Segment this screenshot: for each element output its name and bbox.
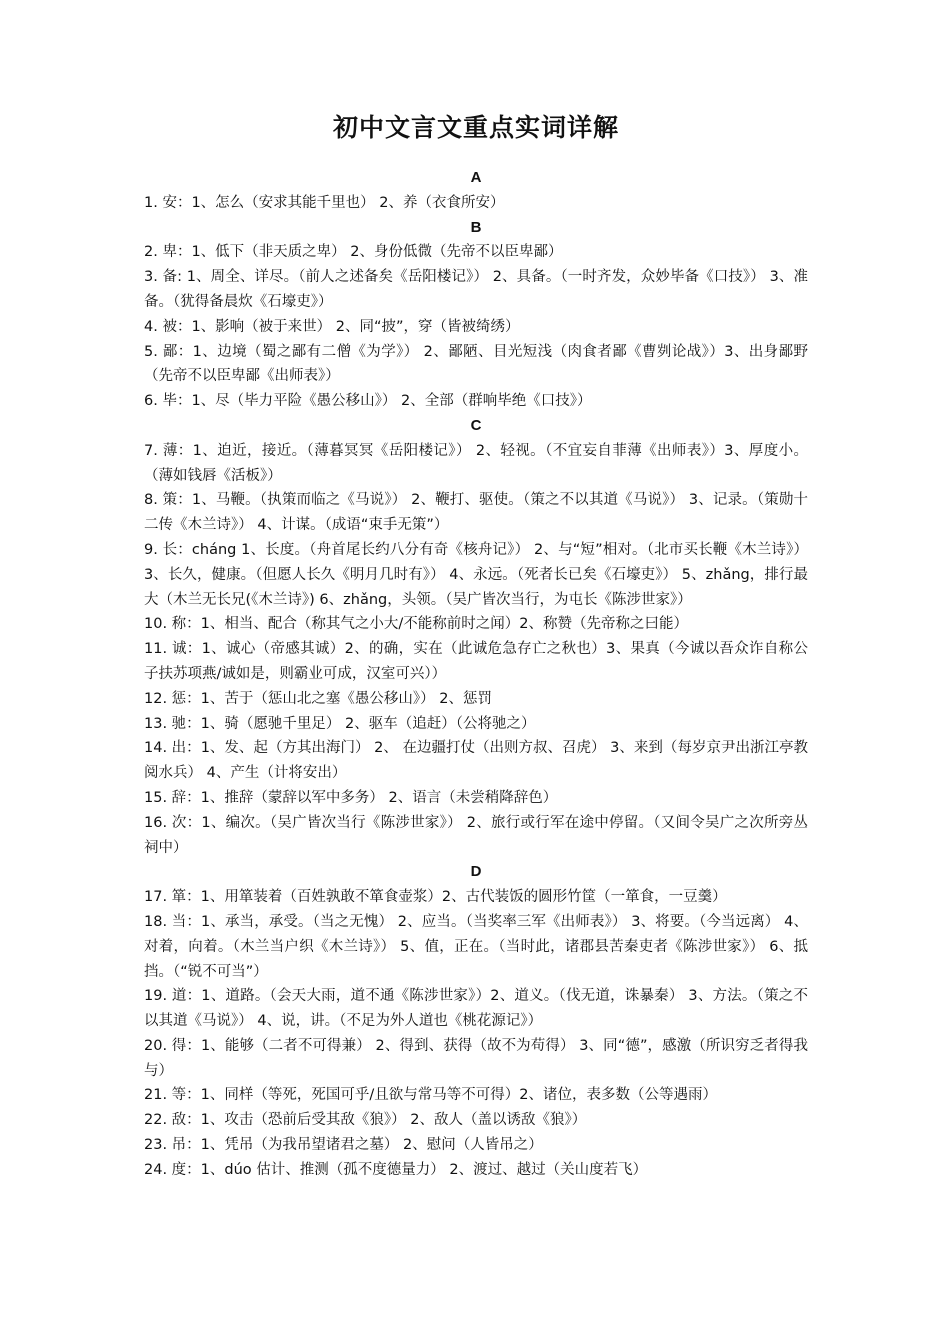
entry-sections — [144, 166, 813, 1183]
vocab-entry: 4. 被：1、影响（被于来世） 2、同“披”，穿（皆被绮绣） — [144, 318, 520, 335]
vocab-entry: 15. 辞：1、推辞（蒙辞以军中多务） 2、语言（未尝稍降辞色） — [144, 789, 558, 806]
vocab-entry: 14. 出：1、发、起（方其出海门） 2、 在边疆打仗（出则方叔、召虎） 3、来到（每岁京尹出浙江亭教阅水兵） 4、产生（计将安出） — [144, 740, 808, 782]
vocab-entry: 13. 驰：1、骑（愿驰千里足） 2、驱车（追赶）（公将驰之） — [144, 715, 536, 732]
vocab-entry: 3. 备: 1、周全、详尽。（前人之述备矣《岳阳楼记》） 2、具备。（一时齐发，众妙毕备《口技》） 3、准备。（犹得备晨炊《石壕吏》） — [144, 269, 808, 310]
vocab-entry: 22. 敌：1、攻击（恐前后受其敌《狼》） 2、敌人（盖以诱敌《狼》） — [144, 1112, 587, 1129]
vocab-entry: 23. 吊：1、凭吊（为我吊望诸君之墓） 2、慰问（人皆吊之） — [144, 1137, 543, 1154]
vocab-entry: 2. 卑：1、低下（非天质之卑） 2、身份低微（先帝不以臣卑鄙） — [144, 244, 563, 261]
vocab-entry: 18. 当：1、承当，承受。（当之无愧） 2、应当。（当奖率三军《出师表》） 3、将要。（今当远离） 4、对着，向着。（木兰当户织《木兰诗》） 5、值，正在。（当时此，诸郡县苦秦吏者《陈涉世家》） 6、抵挡。（“锐不可当”） — [144, 913, 808, 980]
section-letter-heading: C — [470, 416, 482, 434]
vocab-entry: 16. 次：1、编次。（吴广皆次当行《陈涉世家》） 2、旅行或行军在途中停留。（又间令吴广之次所旁丛祠中） — [144, 814, 808, 856]
vocab-entry: 5. 鄙：1、边境（蜀之鄙有二僧《为学》） 2、鄙陋、目光短浅（肉食者鄙《曹刿论战》）3、出身鄙野（先帝不以臣卑鄙《出师表》） — [144, 343, 808, 385]
page-title: 初中文言文重点实词详解 — [332, 113, 619, 142]
vocab-entry: 11. 诚：1、诚心（帝感其诚）2、的确，实在（此诚危急存亡之秋也）3、果真（今诚以吾众诈自称公子扶苏项燕/诚如是，则霸业可成，汉室可兴）） — [144, 641, 808, 682]
vocab-entry: 24. 度：1、dúo 估计、推测（孤不度德量力） 2、渡过、越过（关山度若飞） — [144, 1161, 648, 1178]
vocab-entry: 7. 薄：1、迫近，接近。（薄暮冥冥《岳阳楼记》） 2、轻视。（不宜妄自菲薄《出师表》）3、厚度小。（薄如钱唇《活板》） — [144, 442, 808, 484]
vocab-entry: 6. 毕：1、尽（毕力平险《愚公移山》） 2、全部（群响毕绝《口技》） — [144, 393, 592, 410]
vocab-entry: 9. 长：cháng 1、长度。（舟首尾长约八分有奇《核舟记》） 2、与“短”相对。（北市买长鞭《木兰诗》） 3、长久，健康。（但愿人长久《明月几时有》） 4、永远。（死者长已矣《石壕吏》） 5、zhǎng，排行最大（木兰无长兄(《木兰诗》) 6、zhǎng，头领。（吴广皆次当行，为屯长《陈涉世家》） — [144, 541, 813, 608]
vocab-entry: 20. 得：1、能够（二者不可得兼） 2、得到、获得（故不为苟得） 3、同“德”，感激（所识穷乏者得我与） — [144, 1037, 808, 1079]
vocab-entry: 21. 等：1、同样（等死，死国可乎/且欲与常马等不可得）2、诸位，表多数（公等遇雨） — [144, 1087, 718, 1104]
section-letter-heading: D — [470, 863, 482, 881]
vocab-entry: 8. 策：1、马鞭。（执策而临之《马说》） 2、鞭打、驱使。（策之不以其道《马说》） 3、记录。（策勋十二传《木兰诗》） 4、计谋。（成语“束手无策”） — [144, 492, 808, 534]
vocab-entry: 19. 道：1、道路。（会天大雨，道不通《陈涉世家》）2、道义。（伐无道，诛暴秦） 3、方法。（策之不以其道《马说》） 4、说，讲。（不足为外人道也《桃花源记》） — [144, 988, 808, 1030]
section-letter-heading: B — [470, 218, 482, 236]
vocab-entry: 10. 称：1、相当、配合（称其气之小大/不能称前时之闻）2、称赞（先帝称之曰能） — [144, 616, 689, 633]
vocab-entry: 12. 惩：1、苦于（惩山北之塞《愚公移山》） 2、惩罚 — [144, 690, 492, 707]
vocab-entry: 1. 安：1、怎么（安求其能千里也） 2、养（衣食所安） — [144, 194, 505, 211]
vocab-entry: 17. 箪：1、用箪装着（百姓孰敢不箪食壶浆）2、古代装饭的圆形竹筐（一箪食，一豆羹） — [144, 889, 727, 906]
section-letter-heading: A — [470, 169, 482, 186]
document-page — [144, 112, 813, 1183]
